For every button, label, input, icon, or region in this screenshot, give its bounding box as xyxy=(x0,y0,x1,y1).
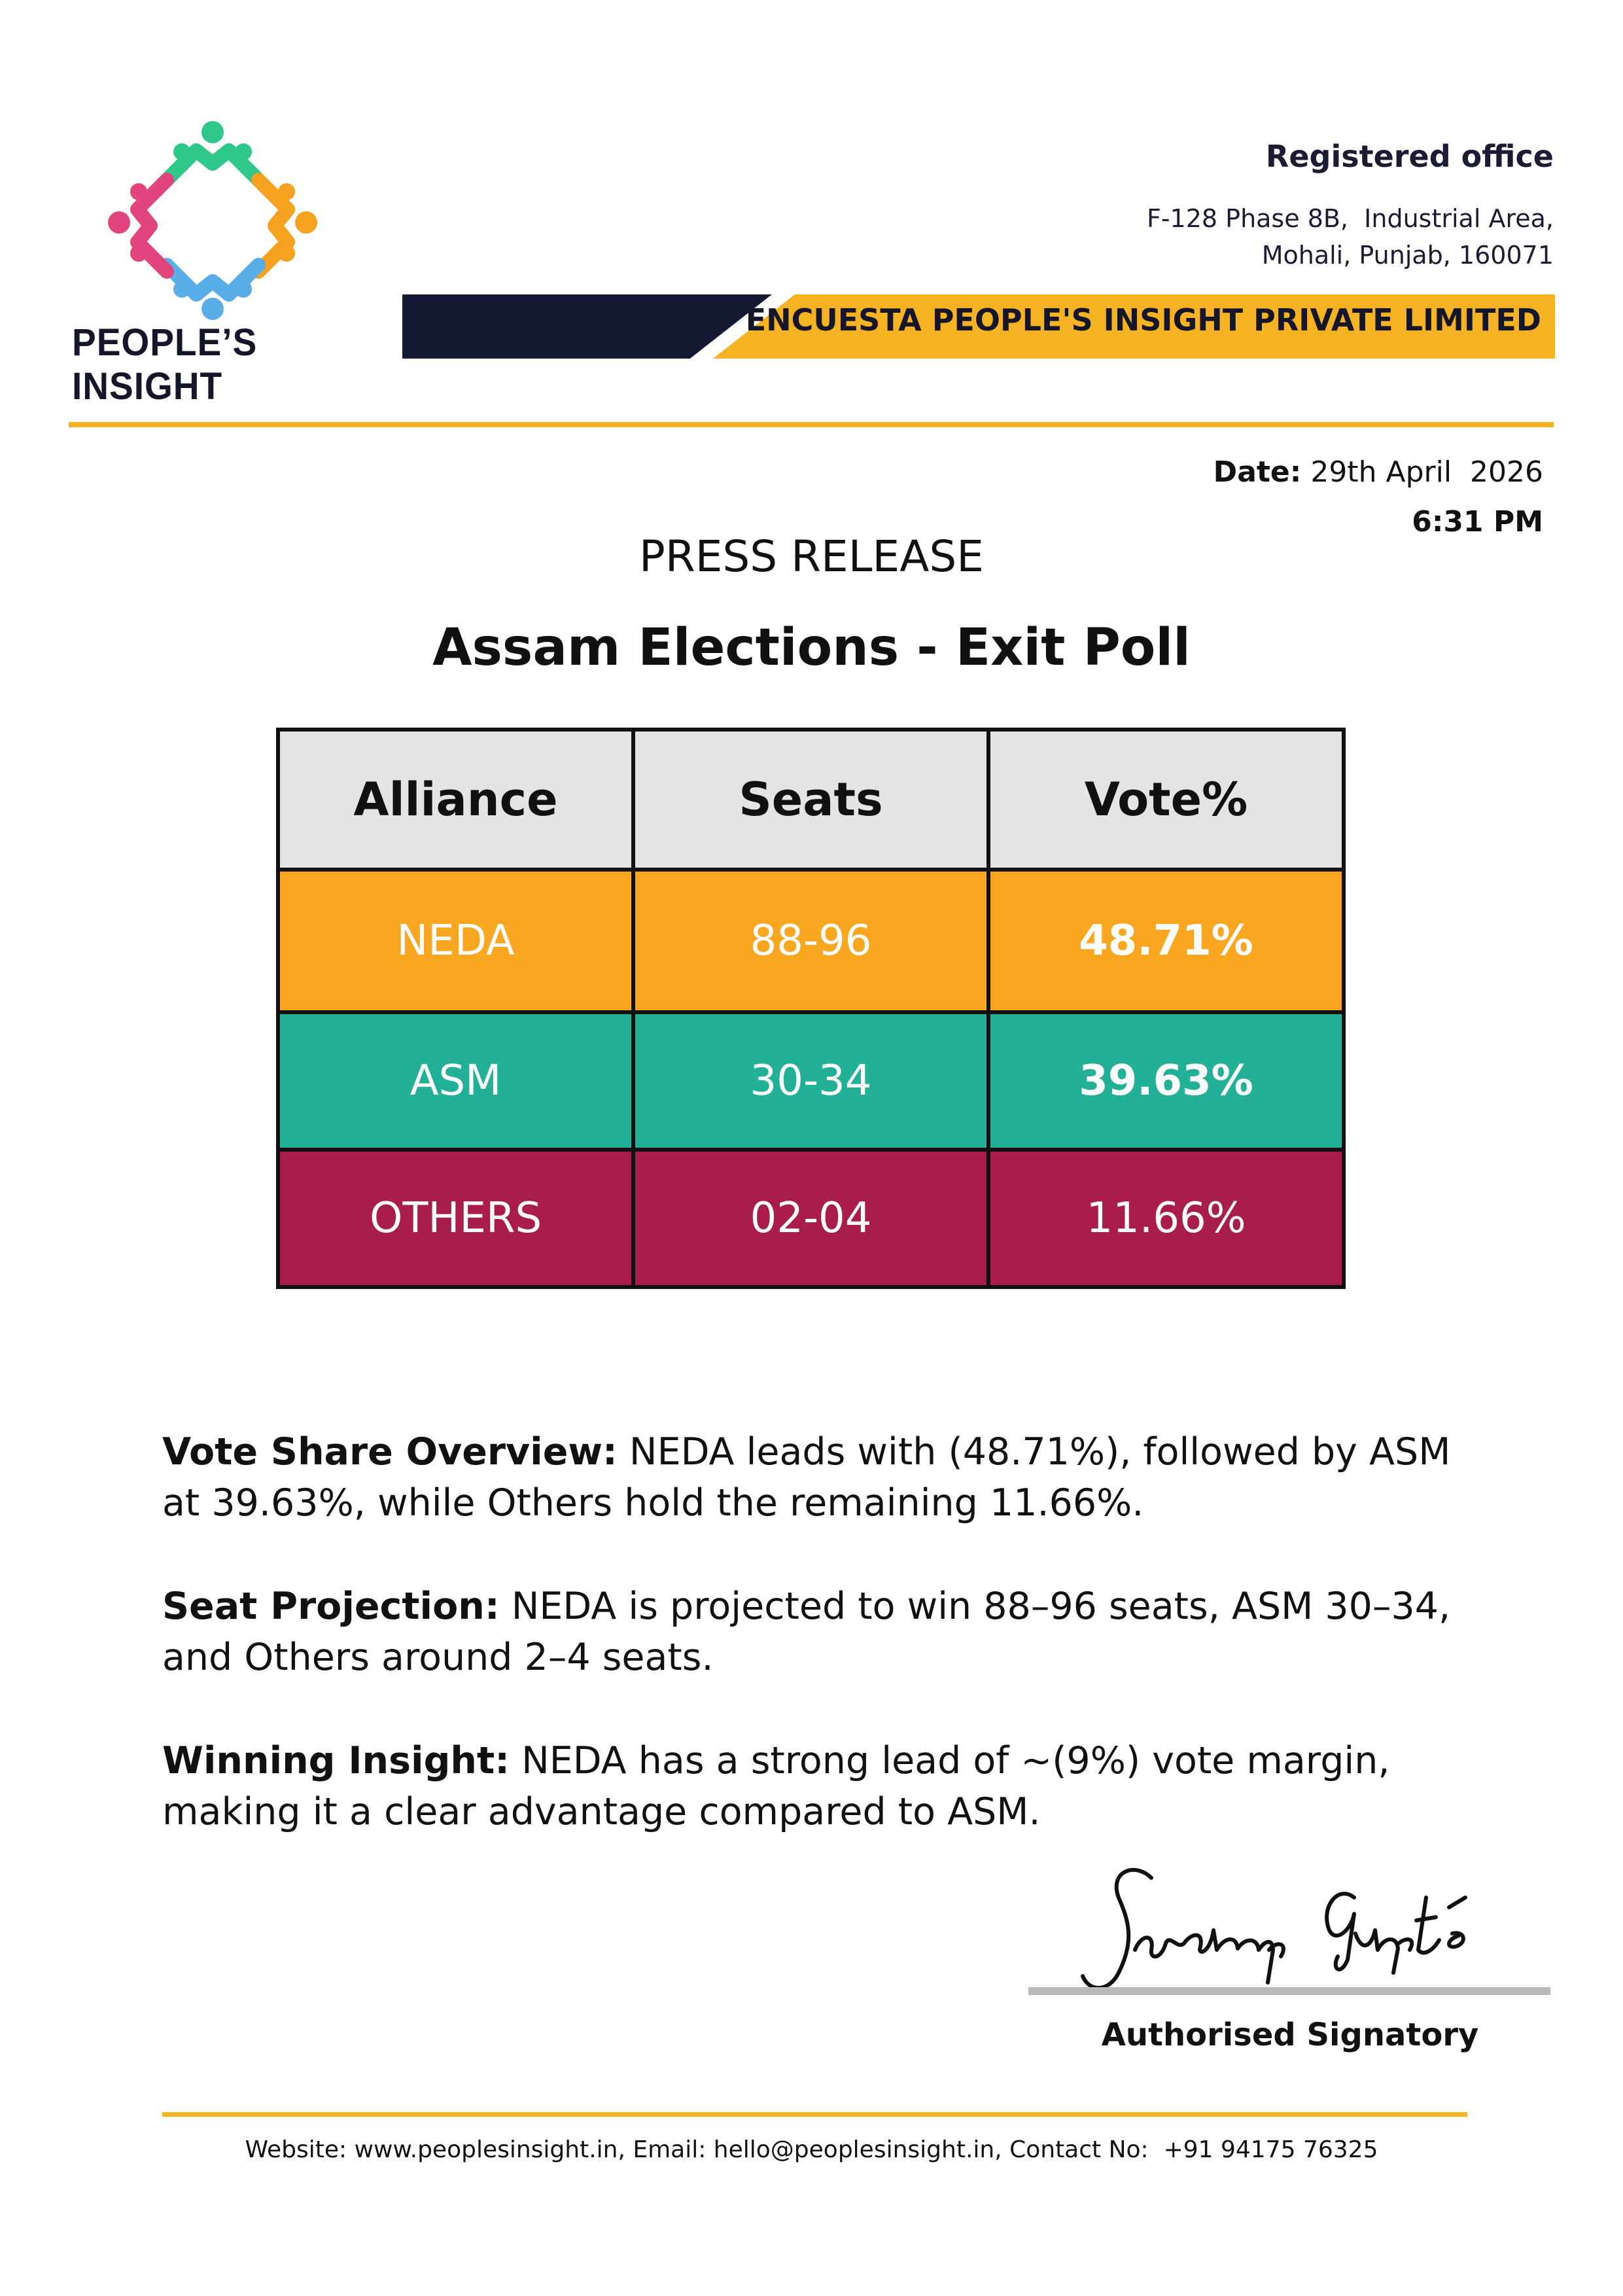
handwritten-signature xyxy=(1073,1852,1478,2002)
seats-cell: 30-34 xyxy=(633,1012,988,1150)
address-line-2: Mohali, Punjab, 160071 xyxy=(1261,241,1554,270)
seat-projection-paragraph xyxy=(162,1581,1471,1683)
registered-office-title: Registered office xyxy=(1265,139,1554,174)
address-line-1: F-128 Phase 8B, Industrial Area, xyxy=(1146,204,1554,233)
signature-line xyxy=(1028,1987,1550,1995)
seats-cell: 02-04 xyxy=(633,1150,988,1287)
table-header-row xyxy=(278,730,1344,870)
table-row xyxy=(278,1150,1344,1287)
paragraph-text: NEDA is projected to win 88–96 seats, ASM 30–34, and Others around 2–4 seats. xyxy=(162,1585,1451,1679)
paragraph-text: NEDA leads with (48.71%), followed by ASM at 39.63%, while Others hold the remaining 11.66%. xyxy=(162,1430,1451,1525)
vote-cell: 39.63% xyxy=(988,1012,1344,1150)
vote-cell: 48.71% xyxy=(988,870,1344,1012)
exit-poll-table xyxy=(276,728,1346,1289)
company-name: ENCUESTA PEOPLE'S INSIGHT PRIVATE LIMITED xyxy=(745,302,1541,338)
column-header-alliance: Alliance xyxy=(278,730,633,870)
column-header-seats: Seats xyxy=(633,730,988,870)
peoples-insight-logo xyxy=(105,118,321,321)
date-value: 29th April 2026 xyxy=(1310,455,1543,489)
date-label: Date: xyxy=(1213,455,1302,489)
paragraph-label: Winning Insight: xyxy=(162,1739,510,1782)
authorised-signatory-label: Authorised Signatory xyxy=(1101,2017,1479,2053)
header-divider xyxy=(69,422,1554,427)
seats-cell: 88-96 xyxy=(633,870,988,1012)
column-header-vote: Vote% xyxy=(988,730,1344,870)
date-line xyxy=(1213,455,1543,489)
paragraph-label: Seat Projection: xyxy=(162,1585,500,1628)
footer-contact: Website: www.peoplesinsight.in, Email: hello@peoplesinsight.in, Contact No: +91 94175 76325 xyxy=(245,2136,1378,2163)
press-release-kicker: PRESS RELEASE xyxy=(639,531,984,582)
page-title: Assam Elections - Exit Poll xyxy=(432,618,1191,677)
alliance-cell: OTHERS xyxy=(278,1150,633,1287)
table-row xyxy=(278,1012,1344,1150)
vote-cell: 11.66% xyxy=(988,1150,1344,1287)
paragraph-label: Vote Share Overview: xyxy=(162,1430,618,1474)
vote-share-paragraph xyxy=(162,1426,1471,1528)
alliance-cell: ASM xyxy=(278,1012,633,1150)
table-row xyxy=(278,870,1344,1012)
winning-insight-paragraph xyxy=(162,1735,1471,1837)
footer-divider xyxy=(162,2112,1467,2117)
alliance-cell: NEDA xyxy=(278,870,633,1012)
paragraph-text: NEDA has a strong lead of ~(9%) vote margin, making it a clear advantage compared to ASM. xyxy=(162,1739,1390,1833)
time-value: 6:31 PM xyxy=(1412,505,1543,539)
brand-name: PEOPLE’S INSIGHT xyxy=(72,321,258,408)
